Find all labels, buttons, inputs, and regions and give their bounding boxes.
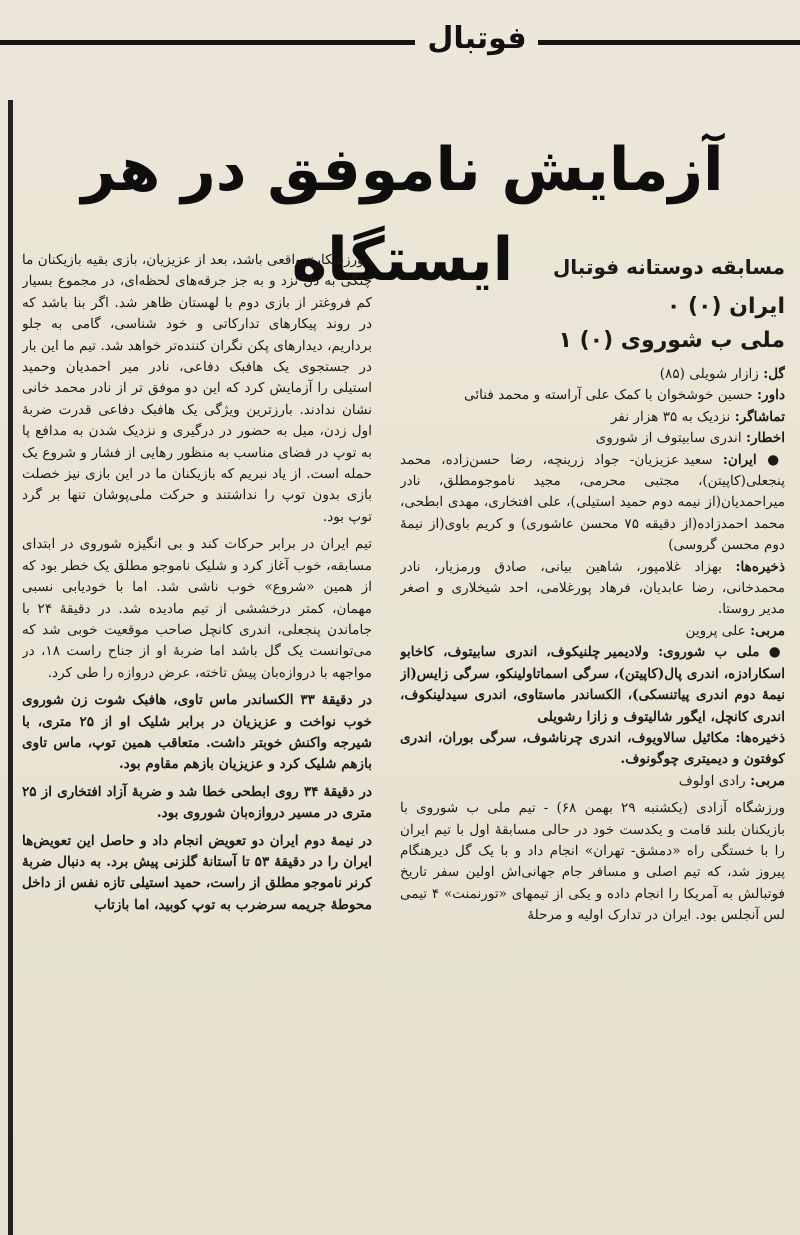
headline: آزمایش ناموفق در هر ایستگاه bbox=[81, 135, 724, 295]
page-edge-bar bbox=[8, 100, 13, 1235]
match-title: مسابقه دوستانه فوتبال bbox=[552, 255, 785, 279]
info-referee: داور: حسین خوشخوان با کمک علی آراسته و محمد فنائی bbox=[464, 387, 785, 404]
info-ussr-coach: مربی: رادی اولوف bbox=[678, 772, 785, 789]
analysis-paragraph-3: در دقیقهٔ ۳۳ الکساندر ماس تاوی، هافبک شوت زن شوروی خوب نواخت و عزیزیان در برابر شلیک او از ۲۵ متری، با شیرجه واکنش خوبتر داشت. متعاقب همین توپ، ماس تاوی بازهم شلیک کرد و عزیزیان بازهم مقاوم بود. bbox=[22, 692, 372, 773]
analysis-paragraph-2: تیم ایران در برابر حرکات کند و بی انگیزه شوروی در ابتدای مسابقه، خوب آغاز کرد و شلیک ناموجو مطلق یک خطر بود که از همین «شروع» خوب ناشی شد. اما با خودیابی نسبی مهمان، کمتر درخششی از تیم مادیده شد. در دقیقهٔ ۲۴ با جاماندن پنجعلی، اندری کانچل صاحب موقعیت خوبی شد که می‌توانست یک گل باشد اما ضربهٔ او از جناح راست ۱۸، در مواجهه با دروازه‌بان پیش تاخته، عرض دروازه را طی کرد. bbox=[22, 536, 372, 681]
match-report: ورزشگاه آزادی (یکشنبه ۲۹ بهمن ۶۸) - تیم ملی ب شوروی با بازیکنان بلند قامت و یکدست خود در حالی مسابقهٔ اول با تیم ایران را با خستگی راه «دمشق- تهران» انجام داد و با یک گل دیرهنگام پیروز شد، که تیم اصلی و مسافر جام جهانی‌اش اولین سفر تاریخ فوتبالش به آمریکا را انجام داده و یکی از تیمهای «تورنمنت» ۴ تیمی لس آنجلس بود. ایران در تدارک اولیه و مرحلهٔ bbox=[400, 800, 785, 924]
info-iran-subs: ذخیره‌ها: بهزاد غلامپور، شاهین بیانی، صادق ورمزیار، نادر محمدخانی، رضا عابدیان، فرهاد پورغلامی، احد شیخلاری و اصغر مدیر روستا. bbox=[400, 558, 785, 618]
top-rule-left bbox=[0, 40, 415, 45]
analysis-column bbox=[22, 250, 372, 1235]
info-spectators: تماشاگر: نزدیک به ۳۵ هزار نفر bbox=[610, 408, 785, 425]
info-goal: گل: زازار شویلی (۸۵) bbox=[659, 366, 785, 382]
match-info-column bbox=[400, 250, 785, 1235]
analysis-paragraph-5: در نیمهٔ دوم ایران دو تعویض انجام داد و حاصل این تعویض‌ها ایران را در دقیقهٔ ۵۳ تا آستانهٔ گلزنی پیش برد. به دنبال ضربهٔ کرنر ناموجو مطلق از راست، حمید استیلی تازه نفس از داخل محوطهٔ جریمه سرضرب به توپ کوبید، اما بازتاب bbox=[22, 832, 372, 913]
info-ussr-lineup: ● ملی ب شوروی: ولادیمیر چلنیکوف، اندری سابیتوف، کاخابو اسکارادزه، اندری پال(کاپیتن)، سرگی اسماتاولینکو، سرگی زایس(از نیمهٔ دوم اندری پیاتنسکی)، الکساندر ماستاوی، اندری سیدلینکوف، اندری کانچل، ایگور شالیتوف و زازا رشویلی bbox=[400, 644, 785, 725]
analysis-paragraph-4: در دقیقهٔ ۳۴ روی ابطحی خطا شد و ضربهٔ آزاد افتخاری از ۲۵ متری در مسیر دروازه‌بان شوروی بود. bbox=[22, 783, 372, 822]
team2-score: ملی ب شوروی (۰) ۱ bbox=[558, 328, 785, 353]
info-ussr-subs: ذخیره‌ها: مکائیل سالاویوف، اندری چرناشوف، سرگی بوران، اندری کوفتون و دیمیتری چوگونوف. bbox=[400, 729, 785, 768]
section-kicker: فوتبال bbox=[427, 21, 527, 56]
info-iran-coach: مربی: علی پروین bbox=[685, 622, 785, 639]
info-caution: اخطار: اندری سابیتوف از شوروی bbox=[595, 430, 785, 447]
top-rule-right bbox=[538, 40, 800, 45]
analysis-paragraph-1: «ورزشکار» واقعی باشد، بعد از عزیزیان، بازی بقیه بازیکنان ما چنگی به دل نزد و به جز جرقه‌های لحظه‌ای، در مجموع بسیار کم فروغتر از بازی دوم با لهستان ظاهر شد. اگر بنا باشد که در روند پیکارهای تدارکاتی و خود شناسی، گامی به جلو برداریم، دیدارهای پکن نگران کننده‌تر خواهد شد. تیم ما این بار در جستجوی یک هافبک دفاعی، نادر میر احمدیان وحمید استیلی را آزمایش کرد که این دو موفق تر از نادر محمد خانی نشان ندادند. بارزترین ویژگی یک هافبک دفاعی قدرت ضربهٔ اول زدن، میل به حضور در درگیری و نزدیک شدن به مدافع پا به توپ در فضای مناسب به منظور رهایی از فشار و شروع یک حمله است. از یاد نبریم که بازیکنان ما در این بازی نیز خصلت بازی بدون توپ را نداشتند و حرکت ملی‌پوشان تنها بر گرد توپ بود. bbox=[22, 252, 372, 525]
info-iran-lineup: ● ایران: سعید عزیزیان- جواد زرینچه، رضا حسن‌زاده، محمد پنجعلی(کاپیتن)، مجتبی محرمی، مجید ناموجومطلق، نادر میراحمدیان(از نیمه دوم حمید استیلی)، علی افتخاری، مهدی ابطحی، محمد احمدزاده(از دقیقه ۷۵ محسن عاشوری) و کریم باوی(از نیمهٔ دوم محسن گروسی) bbox=[400, 451, 785, 554]
team1-score: ایران (۰) ۰ bbox=[666, 294, 785, 319]
